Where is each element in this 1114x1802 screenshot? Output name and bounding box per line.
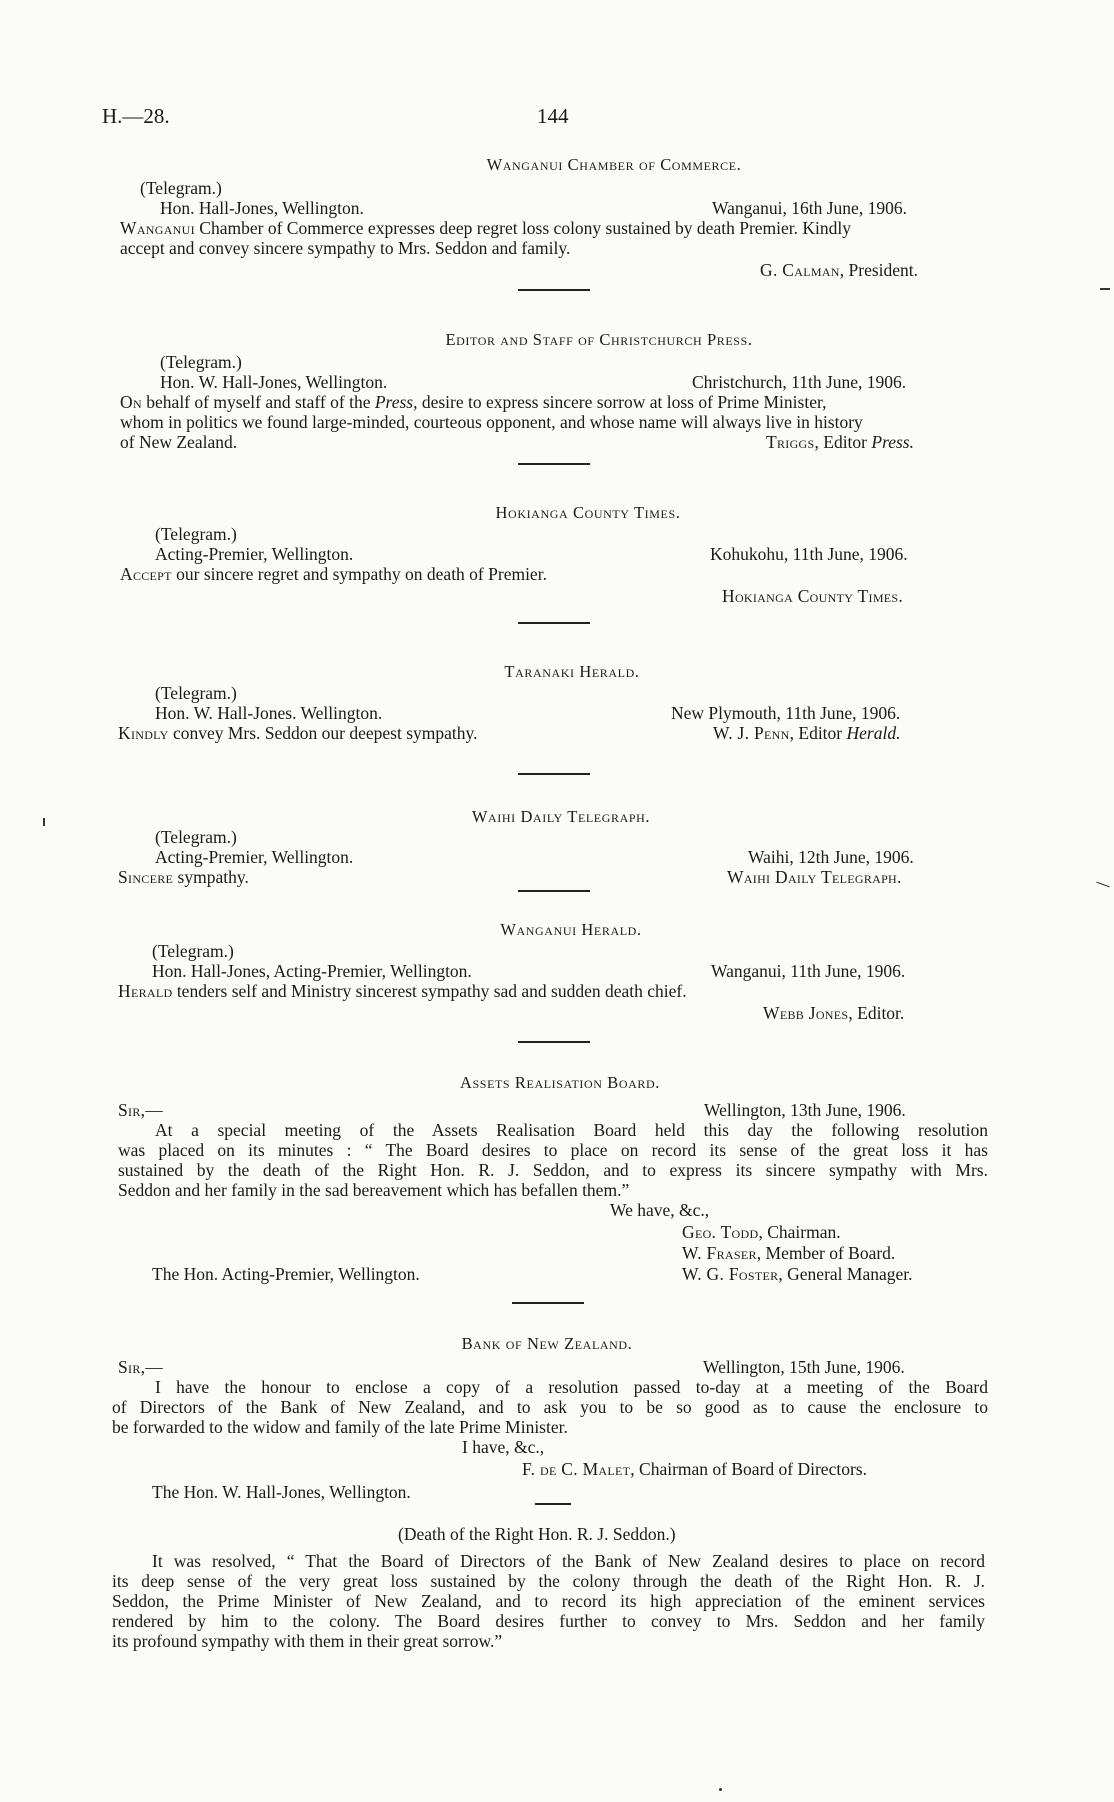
signatory-role: , Member of Board. xyxy=(756,1243,896,1263)
message-line: of New Zealand. xyxy=(120,432,238,452)
signatory-name: W. G. Foster xyxy=(682,1264,779,1284)
place-date: Wellington, 15th June, 1906. xyxy=(703,1357,905,1377)
signature xyxy=(682,1264,913,1285)
body-text: our sincere regret and sympathy on death of Premier. xyxy=(171,564,547,584)
body-text: convey Mrs. Seddon our deepest sympathy. xyxy=(168,723,478,743)
place-date: Waihi, 12th June, 1906. xyxy=(748,847,914,867)
signatory-name: G. Calman xyxy=(760,260,840,280)
enclosure-line: its profound sympathy with them in their great sorrow.” xyxy=(112,1631,503,1651)
signatory-role: , Editor xyxy=(789,723,847,743)
signatory-role: , Editor xyxy=(814,432,872,452)
lead-word: Wanganui xyxy=(120,218,195,238)
section-title: Assets Realisation Board. xyxy=(460,1073,660,1092)
letter-line: was placed on its minutes : “ The Board desires to place on record its sense of the great loss it has xyxy=(118,1140,988,1160)
addressee: Hon. Hall-Jones, Acting-Premier, Wellington. xyxy=(152,961,472,981)
telegram-tag: (Telegram.) xyxy=(155,827,237,847)
letter-line: At a special meeting of the Assets Realisation Board held this day the following resolution xyxy=(155,1120,988,1140)
section-title: Waihi Daily Telegraph. xyxy=(471,807,651,826)
addressee: Hon. W. Hall-Jones. Wellington. xyxy=(155,703,383,723)
body-text: behalf of myself and staff of the xyxy=(141,392,375,412)
enclosure-line: Seddon, the Prime Minister of New Zealand, and to record its high appreciation of the eminent services xyxy=(112,1591,985,1611)
place-date: Wanganui, 16th June, 1906. xyxy=(712,198,907,218)
section-title: Editor and Staff of Christchurch Press. xyxy=(445,330,753,349)
scan-mark xyxy=(1096,882,1109,888)
body-text: Chamber of Commerce expresses deep regret loss colony sustained by death Premier. Kindly xyxy=(194,218,852,238)
telegram-tag: (Telegram.) xyxy=(160,352,242,372)
closing: We have, &c., xyxy=(610,1200,710,1220)
signatory-name: W. J. Penn xyxy=(713,723,790,743)
signatory-role: , Chairman. xyxy=(758,1222,841,1242)
place-date: Wellington, 13th June, 1906. xyxy=(704,1100,906,1120)
signatory-name: Geo. Todd xyxy=(682,1222,759,1242)
section-divider xyxy=(518,463,590,465)
signature xyxy=(763,1003,904,1024)
telegram-tag: (Telegram.) xyxy=(155,683,237,703)
addressee: Acting-Premier, Wellington. xyxy=(155,544,354,564)
addressee: Hon. Hall-Jones, Wellington. xyxy=(160,198,364,218)
salutation: Sir,— xyxy=(118,1357,164,1377)
enclosure-line: its deep sense of the very great loss sustained by the colony through the death of the Right Hon. R. J. xyxy=(112,1571,985,1591)
enclosure-line: It was resolved, “ That the Board of Directors of the Bank of New Zealand desires to place on record xyxy=(152,1551,985,1571)
section-divider xyxy=(518,890,590,892)
lead-word: Kindly xyxy=(118,723,169,743)
signatory-role: , General Manager. xyxy=(778,1264,913,1284)
signatory-role: , Editor. xyxy=(848,1003,905,1023)
recipient: The Hon. Acting-Premier, Wellington. xyxy=(152,1264,420,1284)
body-text: sympathy. xyxy=(173,867,249,887)
signature xyxy=(766,432,914,453)
signature: Hokianga County Times. xyxy=(722,586,904,606)
section-title: Hokianga County Times. xyxy=(495,503,681,522)
message-line xyxy=(118,723,478,744)
section-divider xyxy=(518,773,590,775)
signatory-name: F. de C. Malet xyxy=(522,1459,631,1479)
signature xyxy=(713,723,900,744)
letter-line: of Directors of the Bank of New Zealand, and to ask you to be so good as to cause the enclosure to xyxy=(112,1397,988,1417)
place-date: New Plymouth, 11th June, 1906. xyxy=(671,703,901,723)
lead-word: Accept xyxy=(120,564,172,584)
enclosure-line: rendered by him to the colony. The Board desires further to convey to Mrs. Seddon and her family xyxy=(112,1611,985,1631)
message-line xyxy=(120,218,851,239)
telegram-tag: (Telegram.) xyxy=(152,941,234,961)
signature xyxy=(760,260,918,281)
publication-name: Press, xyxy=(374,392,418,412)
scan-mark xyxy=(43,818,45,826)
body-text: tenders self and Ministry sincerest sympathy sad and sudden death chief. xyxy=(172,981,687,1001)
publication-name: Herald. xyxy=(846,723,901,743)
message-line xyxy=(118,981,687,1002)
place-date: Wanganui, 11th June, 1906. xyxy=(711,961,906,981)
addressee: Hon. W. Hall-Jones, Wellington. xyxy=(160,372,388,392)
lead-word: Herald xyxy=(118,981,173,1001)
section-divider xyxy=(518,622,590,624)
signatory-name: W. Fraser xyxy=(682,1243,757,1263)
section-title: Bank of New Zealand. xyxy=(461,1334,633,1353)
place-date: Christchurch, 11th June, 1906. xyxy=(692,372,907,392)
message-line xyxy=(120,392,826,413)
section-divider xyxy=(518,1041,590,1043)
addressee: Acting-Premier, Wellington. xyxy=(155,847,354,867)
section-title: Taranaki Herald. xyxy=(504,662,640,681)
enclosure-title: (Death of the Right Hon. R. J. Seddon.) xyxy=(398,1524,676,1544)
lead-word: On xyxy=(120,392,142,412)
letter-line: be forwarded to the widow and family of the late Prime Minister. xyxy=(112,1417,568,1437)
signatory-name: Triggs xyxy=(766,432,815,452)
letter-line: I have the honour to enclose a copy of a resolution passed to-day at a meeting of the Board xyxy=(155,1377,988,1397)
section-title: Wanganui Chamber of Commerce. xyxy=(486,155,742,174)
signatory-role: , Chairman of Board of Directors. xyxy=(630,1459,867,1479)
lead-word: Sincere xyxy=(118,867,174,887)
signatory-name: Webb Jones xyxy=(763,1003,849,1023)
message-line xyxy=(120,564,547,585)
message-line: accept and convey sincere sympathy to Mrs. Seddon and family. xyxy=(120,238,571,258)
body-text: desire to express sincere sorrow at loss of Prime Minister, xyxy=(417,392,827,412)
closing: I have, &c., xyxy=(462,1437,545,1457)
signature: Waihi Daily Telegraph. xyxy=(727,867,902,887)
place-date: Kohukohu, 11th June, 1906. xyxy=(710,544,908,564)
section-divider xyxy=(518,289,590,291)
recipient: The Hon. W. Hall-Jones, Wellington. xyxy=(152,1482,411,1502)
section-divider xyxy=(512,1302,584,1304)
letter-line: sustained by the death of the Right Hon. R. J. Seddon, and to express its sincere sympathy with Mrs. xyxy=(118,1160,988,1180)
section-divider xyxy=(535,1503,571,1505)
scan-mark xyxy=(719,1788,722,1791)
page-reference: H.—28. xyxy=(102,104,170,128)
salutation: Sir,— xyxy=(118,1100,164,1120)
signature xyxy=(682,1243,895,1264)
signature xyxy=(682,1222,841,1243)
signatory-role: , President. xyxy=(839,260,919,280)
publication-name: Press. xyxy=(871,432,914,452)
message-line xyxy=(118,867,249,888)
message-line: whom in politics we found large-minded, courteous opponent, and whose name will always live in history xyxy=(120,412,863,432)
telegram-tag: (Telegram.) xyxy=(155,524,237,544)
scan-mark xyxy=(1100,288,1110,290)
signature xyxy=(522,1459,867,1480)
section-title: Wanganui Herald. xyxy=(500,920,642,939)
page-number: 144 xyxy=(537,104,569,128)
telegram-tag: (Telegram.) xyxy=(140,178,222,198)
letter-line: Seddon and her family in the sad bereavement which has befallen them.” xyxy=(118,1180,630,1200)
